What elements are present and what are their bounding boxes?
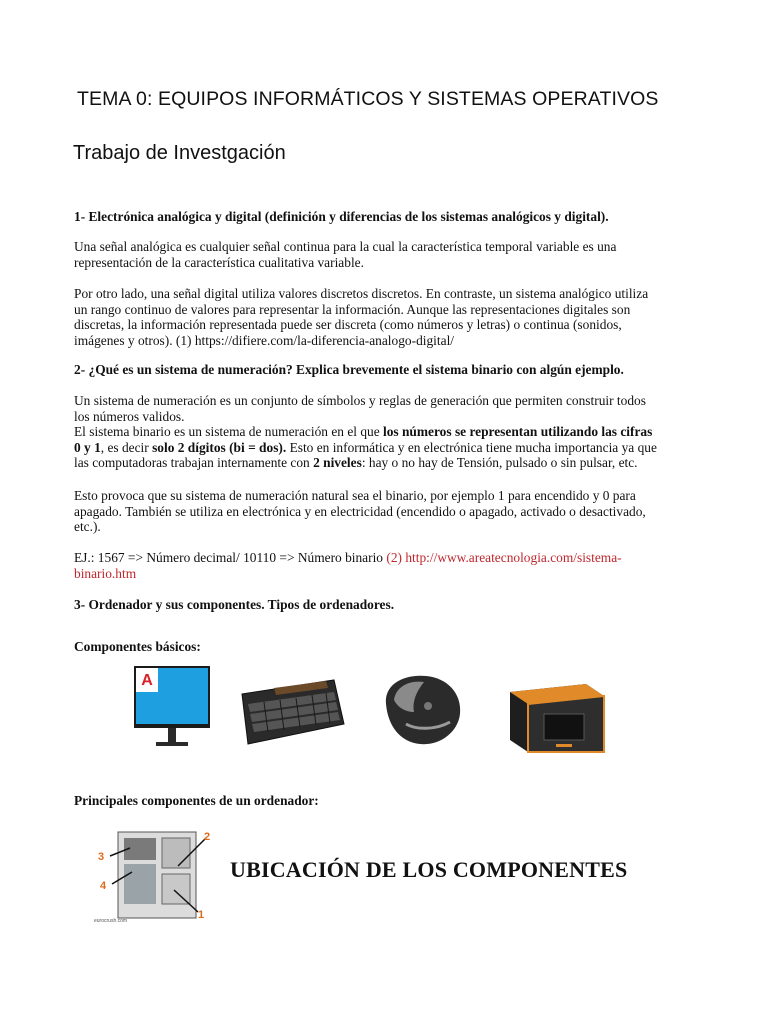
main-components-label: Principales componentes de un ordenador: <box>74 793 319 808</box>
text-line: Esto provoca que su sistema de numeración natural sea el binario, por ejemplo 1 para encendido y 0 para <box>74 488 636 503</box>
reference-link[interactable]: (2) http://www.areatecnologia.com/sistema- <box>386 550 622 565</box>
text-line: representación de la característica cualitativa variable. <box>74 254 364 270</box>
text-run: Esto en informática y en electrónica tiene mucha importancia ya que <box>286 439 657 455</box>
text-line <box>74 424 699 440</box>
side-panel <box>162 874 190 904</box>
text-run-bold: 0 y 1 <box>74 439 101 455</box>
text-line: Una señal analógica es cualquier señal continua para la cual la característica temporal variable es una <box>74 239 617 254</box>
basic-components-label: Componentes básicos: <box>74 639 201 654</box>
diagram-title: UBICACIÓN DE LOS COMPONENTES <box>230 857 628 882</box>
diagram-watermark: eurocrush.com <box>94 918 128 924</box>
pc-tower-diagram <box>90 826 220 926</box>
mouse-logo <box>424 702 432 710</box>
monitor-image <box>132 664 212 752</box>
text-run: : hay o no hay de Tensión, pulsado o sin pulsar, etc. <box>361 455 638 470</box>
motherboard <box>124 864 156 904</box>
page-title: TEMA 0: EQUIPOS INFORMÁTICOS Y SISTEMAS OPERATIVOS <box>77 88 659 110</box>
text-line: imágenes y otros). (1) https://difiere.com/la-diferencia-analogo-digital/ <box>74 332 455 348</box>
monitor-neck <box>168 728 176 742</box>
drive-bays <box>162 838 190 868</box>
case-badge <box>556 744 572 747</box>
text-line: un rango continuo de valores para representar la información. Aunque las representaciones digitales son <box>74 301 631 317</box>
text-run: , es decir <box>100 439 153 455</box>
monitor-badge: A <box>141 672 153 689</box>
diagram-number-4: 4 <box>100 880 107 892</box>
text-run-bold: 2 niveles <box>313 455 362 470</box>
diagram-number-3: 3 <box>98 851 105 863</box>
reference-link-continuation[interactable]: binario.htm <box>74 565 137 581</box>
question-2-heading: 2- ¿Qué es un sistema de numeración? Explica brevemente el sistema binario con algún ejemplo. <box>74 362 624 377</box>
text-run: las computadoras trabajan internamente con <box>74 455 314 470</box>
text-line: Un sistema de numeración es un conjunto de símbolos y reglas de generación que permiten construir todos <box>74 393 646 408</box>
question-2-paragraph-1 <box>74 393 699 424</box>
text-line: discretas, la información representada puede ser discreta (como números y letras) o continua (sonidos, <box>74 317 622 332</box>
text-line: los números validos. <box>74 408 185 424</box>
monitor-base <box>156 742 188 746</box>
mouse-body <box>386 676 460 744</box>
question-2-paragraph-3 <box>74 488 699 535</box>
text-run-bold: solo 2 dígitos (bi = dos). <box>152 439 287 455</box>
question-2-paragraph-2 <box>74 424 699 471</box>
text-line <box>74 550 699 566</box>
question-1-heading: 1- Electrónica analógica y digital (definición y diferencias de los sistemas analógicos y digital). <box>74 209 609 224</box>
diagram-number-2: 2 <box>204 831 211 843</box>
text-line: Por otro lado, una señal digital utiliza valores discretos discretos. En contraste, un sistema analógico utiliza <box>74 286 649 301</box>
text-line: etc.). <box>74 519 101 534</box>
text-run: EJ.: 1567 => Número decimal/ 10110 => Número binario <box>74 550 387 565</box>
question-3-heading: 3- Ordenador y sus componentes. Tipos de ordenadores. <box>74 597 395 612</box>
text-line: apagado. También se utiliza en electrónica y en electricidad (encendido o apagado, activado o desactivado, <box>74 503 646 519</box>
diagram-number-1: 1 <box>198 909 205 921</box>
question-1-paragraph-1 <box>74 239 699 270</box>
text-line <box>74 440 699 456</box>
text-run: El sistema binario es un sistema de numeración en el que <box>74 424 384 439</box>
mouse-image <box>376 670 466 750</box>
page-subtitle: Trabajo de Investgación <box>73 142 286 164</box>
pc-case-image <box>500 674 632 754</box>
keyboard-image <box>234 674 346 756</box>
case-window <box>544 714 584 740</box>
question-1-paragraph-2 <box>74 286 699 348</box>
binary-example <box>74 550 699 581</box>
text-run-bold: los números se representan utilizando las cifras <box>383 424 653 439</box>
text-line <box>74 455 699 471</box>
